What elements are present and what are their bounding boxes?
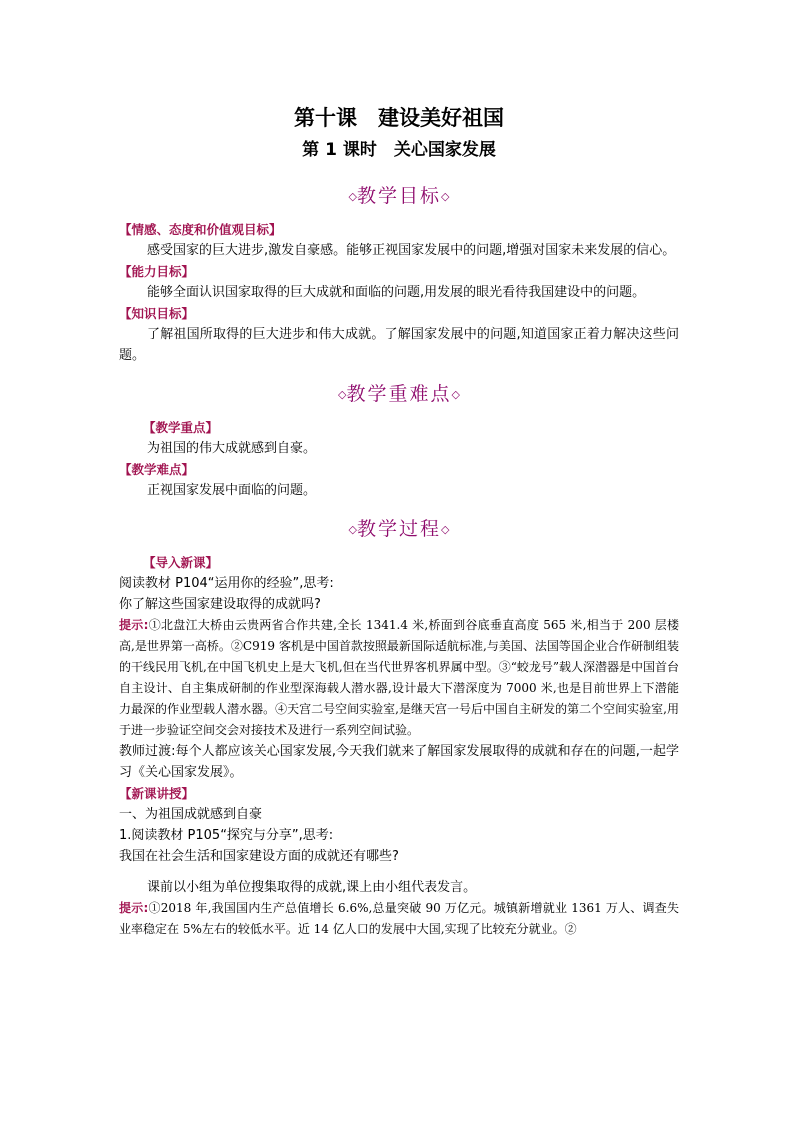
hint-label: 提示: <box>119 618 149 632</box>
teaching-difficulty-text: 正视国家发展中面临的问题。 <box>147 483 317 498</box>
emotion-goal-text: 感受国家的巨大进步,激发自豪感。能够正视国家发展中的问题,增强对国家未来发展的信心。 <box>147 243 676 258</box>
question-1-line-2: 我国在社会生活和国家建设方面的成就还有哪些? <box>119 849 399 864</box>
part-1-title: 一、为祖国成就感到自豪 <box>119 807 263 822</box>
teacher-transition: 教师过渡:每个人都应该关心国家发展,今天我们就来了解国家发展取得的成就和存在的问题,一起学习《关心国家发展》。 <box>119 744 679 780</box>
knowledge-goal-text: 了解祖国所取得的巨大进步和伟大成就。了解国家发展中的问题,知道国家正着力解决这些问题。 <box>119 327 679 363</box>
section-heading-key-points-text: 教学重难点 <box>346 383 452 405</box>
ability-goal-tag: 【能力目标】 <box>119 264 195 279</box>
question-1-line-1: 1.阅读教材 P105“探究与分享”,思考: <box>119 828 334 843</box>
section-heading-key-points <box>119 380 679 409</box>
diamond-icon: ◇ <box>441 190 450 203</box>
diamond-icon: ◇ <box>338 388 347 401</box>
diamond-icon: ◇ <box>451 388 460 401</box>
spacer <box>119 867 679 877</box>
section-heading-goals-text: 教学目标 <box>356 185 441 207</box>
hint-label: 提示: <box>119 901 149 915</box>
teaching-focus-tag: 【教学重点】 <box>143 420 219 435</box>
teaching-focus-text: 为祖国的伟大成就感到自豪。 <box>147 441 317 456</box>
section-heading-process-text: 教学过程 <box>356 518 441 540</box>
section-heading-goals <box>119 182 679 211</box>
knowledge-goal-tag: 【知识目标】 <box>119 306 195 321</box>
document-body <box>119 104 679 940</box>
intro-line-2: 你了解这些国家建设取得的成就吗? <box>119 597 321 612</box>
diamond-icon: ◇ <box>348 523 357 536</box>
ability-goal-text: 能够全面认识国家取得的巨大成就和面临的问题,用发展的眼光看待我国建设中的问题。 <box>147 285 646 300</box>
intro-line-1: 阅读教材 P104“运用你的经验”,思考: <box>119 576 334 591</box>
hint-paragraph-2 <box>119 898 679 940</box>
group-activity-text: 课前以小组为单位搜集取得的成就,课上由小组代表发言。 <box>147 880 477 895</box>
intro-tag: 【导入新课】 <box>143 555 219 570</box>
diamond-icon: ◇ <box>348 190 357 203</box>
lecture-tag: 【新课讲授】 <box>119 786 195 801</box>
lesson-subtitle: 第 1 课时 关心国家发展 <box>302 140 496 160</box>
teaching-difficulty-tag: 【教学难点】 <box>119 462 195 477</box>
hint-paragraph-1 <box>119 615 679 741</box>
emotion-goal-tag: 【情感、态度和价值观目标】 <box>119 222 282 237</box>
lesson-title: 第十课 建设美好祖国 <box>294 106 504 130</box>
diamond-icon: ◇ <box>441 523 450 536</box>
section-heading-process <box>119 515 679 544</box>
hint-1-text: ①北盘江大桥由云贵两省合作共建,全长 1341.4 米,桥面到谷底垂直高度 565 米,相当于 200 层楼高,是世界第一高桥。②C919 客机是中国首款按照最新国际适航标准,与美国、法国等国企业合作研制组装的干线民用飞机,在中国飞机史上是大飞机,但在当代世界客机界属中型。③“蛟龙号”载人深潜器是中国首台自主设计、自主集成研制的作业型深海载人潜水器,设计最大下潜深度为 7000 米,也是目前世界上下潜能力最深的作业型载人潜水器。④天宫二号空间实验室,是继天宫一号后中国自主研发的第二个空间实验室,用于进一步验证空间交会对接技术及进行一系列空间试验。 <box>119 618 679 737</box>
hint-2-text: ①2018 年,我国国内生产总值增长 6.6%,总量突破 90 万亿元。城镇新增就业 1361 万人、调查失业率稳定在 5%左右的较低水平。近 14 亿人口的发展中大国,实现了比较充分就业。② <box>119 901 679 936</box>
